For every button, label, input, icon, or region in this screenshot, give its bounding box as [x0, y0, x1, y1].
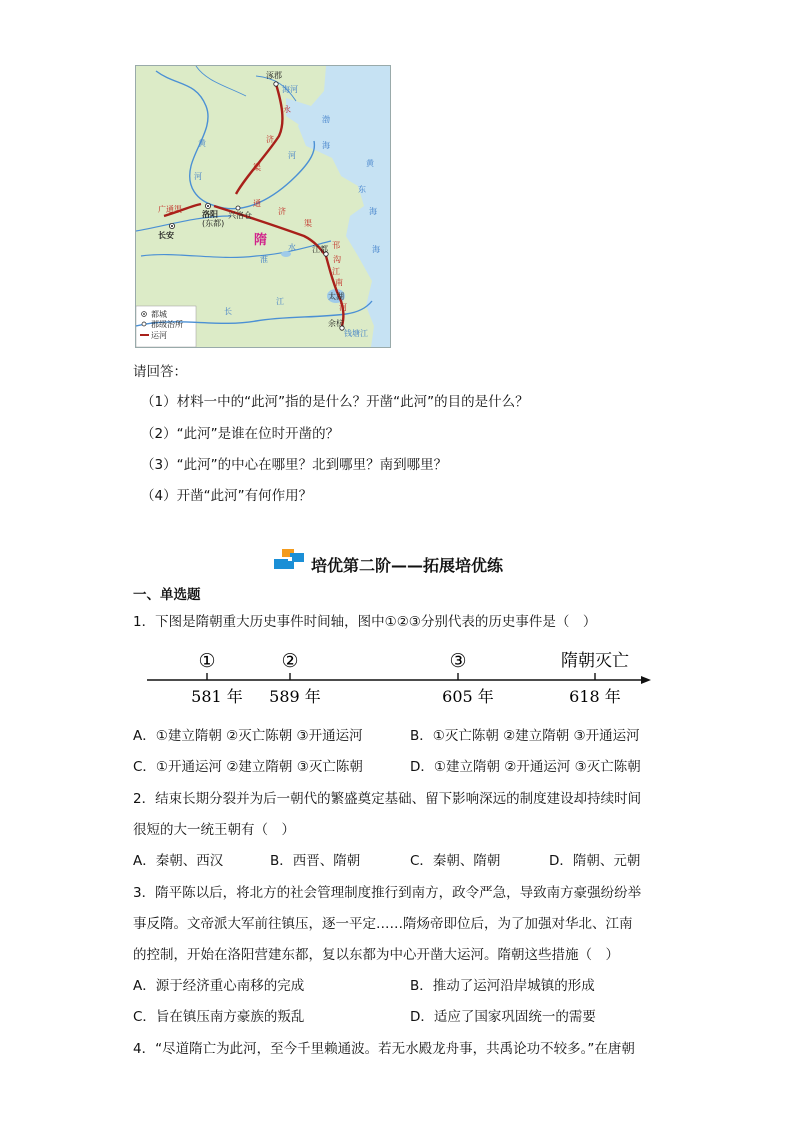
q2-stem-line-1: 2．结束长期分裂并为后一朝代的繁盛奠定基础、留下影响深远的制度建设却持续时间	[133, 791, 642, 807]
label-he-1: 河	[194, 172, 202, 181]
q3-stem-line-2: 事反隋。文帝派大军前往镇压，逐一平定……隋炀帝即位后，为了加强对华北、江南	[133, 916, 633, 932]
label-donghai-2: 海	[372, 245, 380, 254]
label-dongdu: (东都)	[202, 219, 225, 228]
label-yongji-3: 渠	[253, 163, 261, 172]
label-chang-2: 江	[276, 297, 284, 306]
label-huanghai-1: 黄	[366, 159, 374, 168]
q3-stem-line-3: 的控制，开始在洛阳营建东都，复以东都为中心开凿大运河。隋朝这些措施（ ）	[133, 947, 619, 963]
label-river-mid: 河	[288, 151, 296, 160]
question-4: （4）开凿“此河”有何作用？	[141, 488, 313, 504]
part-heading: 一、单选题	[133, 587, 201, 603]
label-guangtong: 广通渠	[158, 205, 182, 214]
timeline-marker-3: ③	[449, 650, 467, 672]
label-bohai-1: 渤	[322, 115, 330, 124]
label-yongji-1: 永	[283, 105, 291, 114]
grand-canal-map	[135, 65, 391, 348]
legend-canal: 运河	[151, 331, 167, 340]
timeline-year-581: 581 年	[191, 687, 243, 706]
label-tongji-1: 通	[253, 199, 261, 208]
label-han-1: 邗	[332, 241, 340, 250]
q2-stem-line-2: 很短的大一统王朝有（ ）	[133, 822, 295, 838]
question-2: （2）“此河”是谁在位时开凿的？	[141, 426, 340, 442]
question-1: （1）材料一中的“此河”指的是什么？开凿“此河”的目的是什么？	[141, 394, 529, 410]
q3-option-d[interactable]: D．适应了国家巩固统一的需要	[410, 1009, 596, 1025]
questions-intro: 请回答：	[133, 364, 187, 380]
label-jiangnan-3: 河	[339, 303, 347, 312]
q1-option-a[interactable]: A．①建立隋朝 ②灭亡陈朝 ③开通运河	[133, 728, 363, 744]
map-svg	[136, 66, 390, 347]
timeline-year-618: 618 年	[569, 687, 621, 706]
question-3: （3）“此河”的中心在哪里？北到哪里？南到哪里？	[141, 457, 448, 473]
legend-capital: 都城	[151, 310, 167, 319]
label-changan: 长安	[158, 231, 174, 240]
label-yongji-2: 济	[266, 135, 274, 144]
q1-stem: 1．下图是隋朝重大历史事件时间轴，图中①②③分别代表的历史事件是（ ）	[133, 614, 597, 630]
timeline-marker-4: 隋朝灭亡	[561, 651, 629, 671]
label-bohai-2: 海	[322, 141, 330, 150]
q2-option-c[interactable]: C．秦朝、隋朝	[410, 853, 501, 869]
q2-option-a[interactable]: A．秦朝、西汉	[133, 853, 224, 869]
timeline-marker-1: ①	[198, 650, 216, 672]
section-title: 培优第二阶——拓展培优练	[311, 556, 504, 575]
q1-option-d[interactable]: D．①建立隋朝 ②开通运河 ③灭亡陈朝	[410, 759, 641, 775]
label-huanghai-2: 海	[369, 207, 377, 216]
q3-option-b[interactable]: B．推动了运河沿岸城镇的形成	[410, 978, 595, 994]
q4-stem-line-1: 4．“尽道隋亡为此河，至今千里赖通波。若无水殿龙舟事，共禹论功不较多。”在唐朝	[133, 1041, 635, 1057]
label-qiantang: 钱塘江	[344, 329, 368, 338]
label-xingluocang: 兴洛仓	[228, 211, 252, 220]
q1-timeline	[145, 647, 655, 709]
label-tongji-3: 渠	[304, 219, 312, 228]
label-sui: 隋	[254, 233, 268, 248]
section-logo-icon	[272, 547, 308, 571]
label-luoyang: 洛阳	[202, 210, 218, 219]
label-huai-2: 水	[288, 243, 296, 252]
q2-option-d[interactable]: D．隋朝、元朝	[549, 853, 641, 869]
legend-prefecture-icon	[142, 322, 146, 326]
timeline-year-589: 589 年	[269, 687, 321, 706]
label-haihe: 海河	[282, 85, 298, 94]
label-tongji-2: 济	[278, 207, 286, 216]
label-han-2: 沟	[333, 255, 341, 264]
label-jiangdu: 江都	[312, 245, 328, 254]
q3-stem-line-1: 3．隋平陈以后，将北方的社会管理制度推行到南方，政令严急，导致南方豪强纷纷举	[133, 885, 642, 901]
label-jiangnan-2: 南	[335, 278, 343, 287]
q3-option-a[interactable]: A．源于经济重心南移的完成	[133, 978, 305, 994]
legend-prefecture: 郡级治所	[151, 320, 183, 329]
label-huai-1: 淮	[260, 255, 268, 264]
label-zhuojun: 涿郡	[266, 71, 282, 80]
label-huang-1: 黄	[198, 139, 206, 148]
q2-option-b[interactable]: B．西晋、隋朝	[270, 853, 361, 869]
timeline-marker-2: ②	[281, 650, 299, 672]
q1-option-c[interactable]: C．①开通运河 ②建立隋朝 ③灭亡陈朝	[133, 759, 363, 775]
label-chang-1: 长	[224, 307, 232, 316]
label-jiangnan-1: 江	[332, 267, 340, 276]
label-yuhang: 余杭	[328, 319, 344, 328]
q1-option-b[interactable]: B．①灭亡陈朝 ②建立隋朝 ③开通运河	[410, 728, 640, 744]
label-taihu: 太湖	[328, 292, 344, 301]
q3-option-c[interactable]: C．旨在镇压南方豪族的叛乱	[133, 1009, 305, 1025]
timeline-year-605: 605 年	[442, 687, 494, 706]
label-donghai-1: 东	[358, 185, 366, 194]
